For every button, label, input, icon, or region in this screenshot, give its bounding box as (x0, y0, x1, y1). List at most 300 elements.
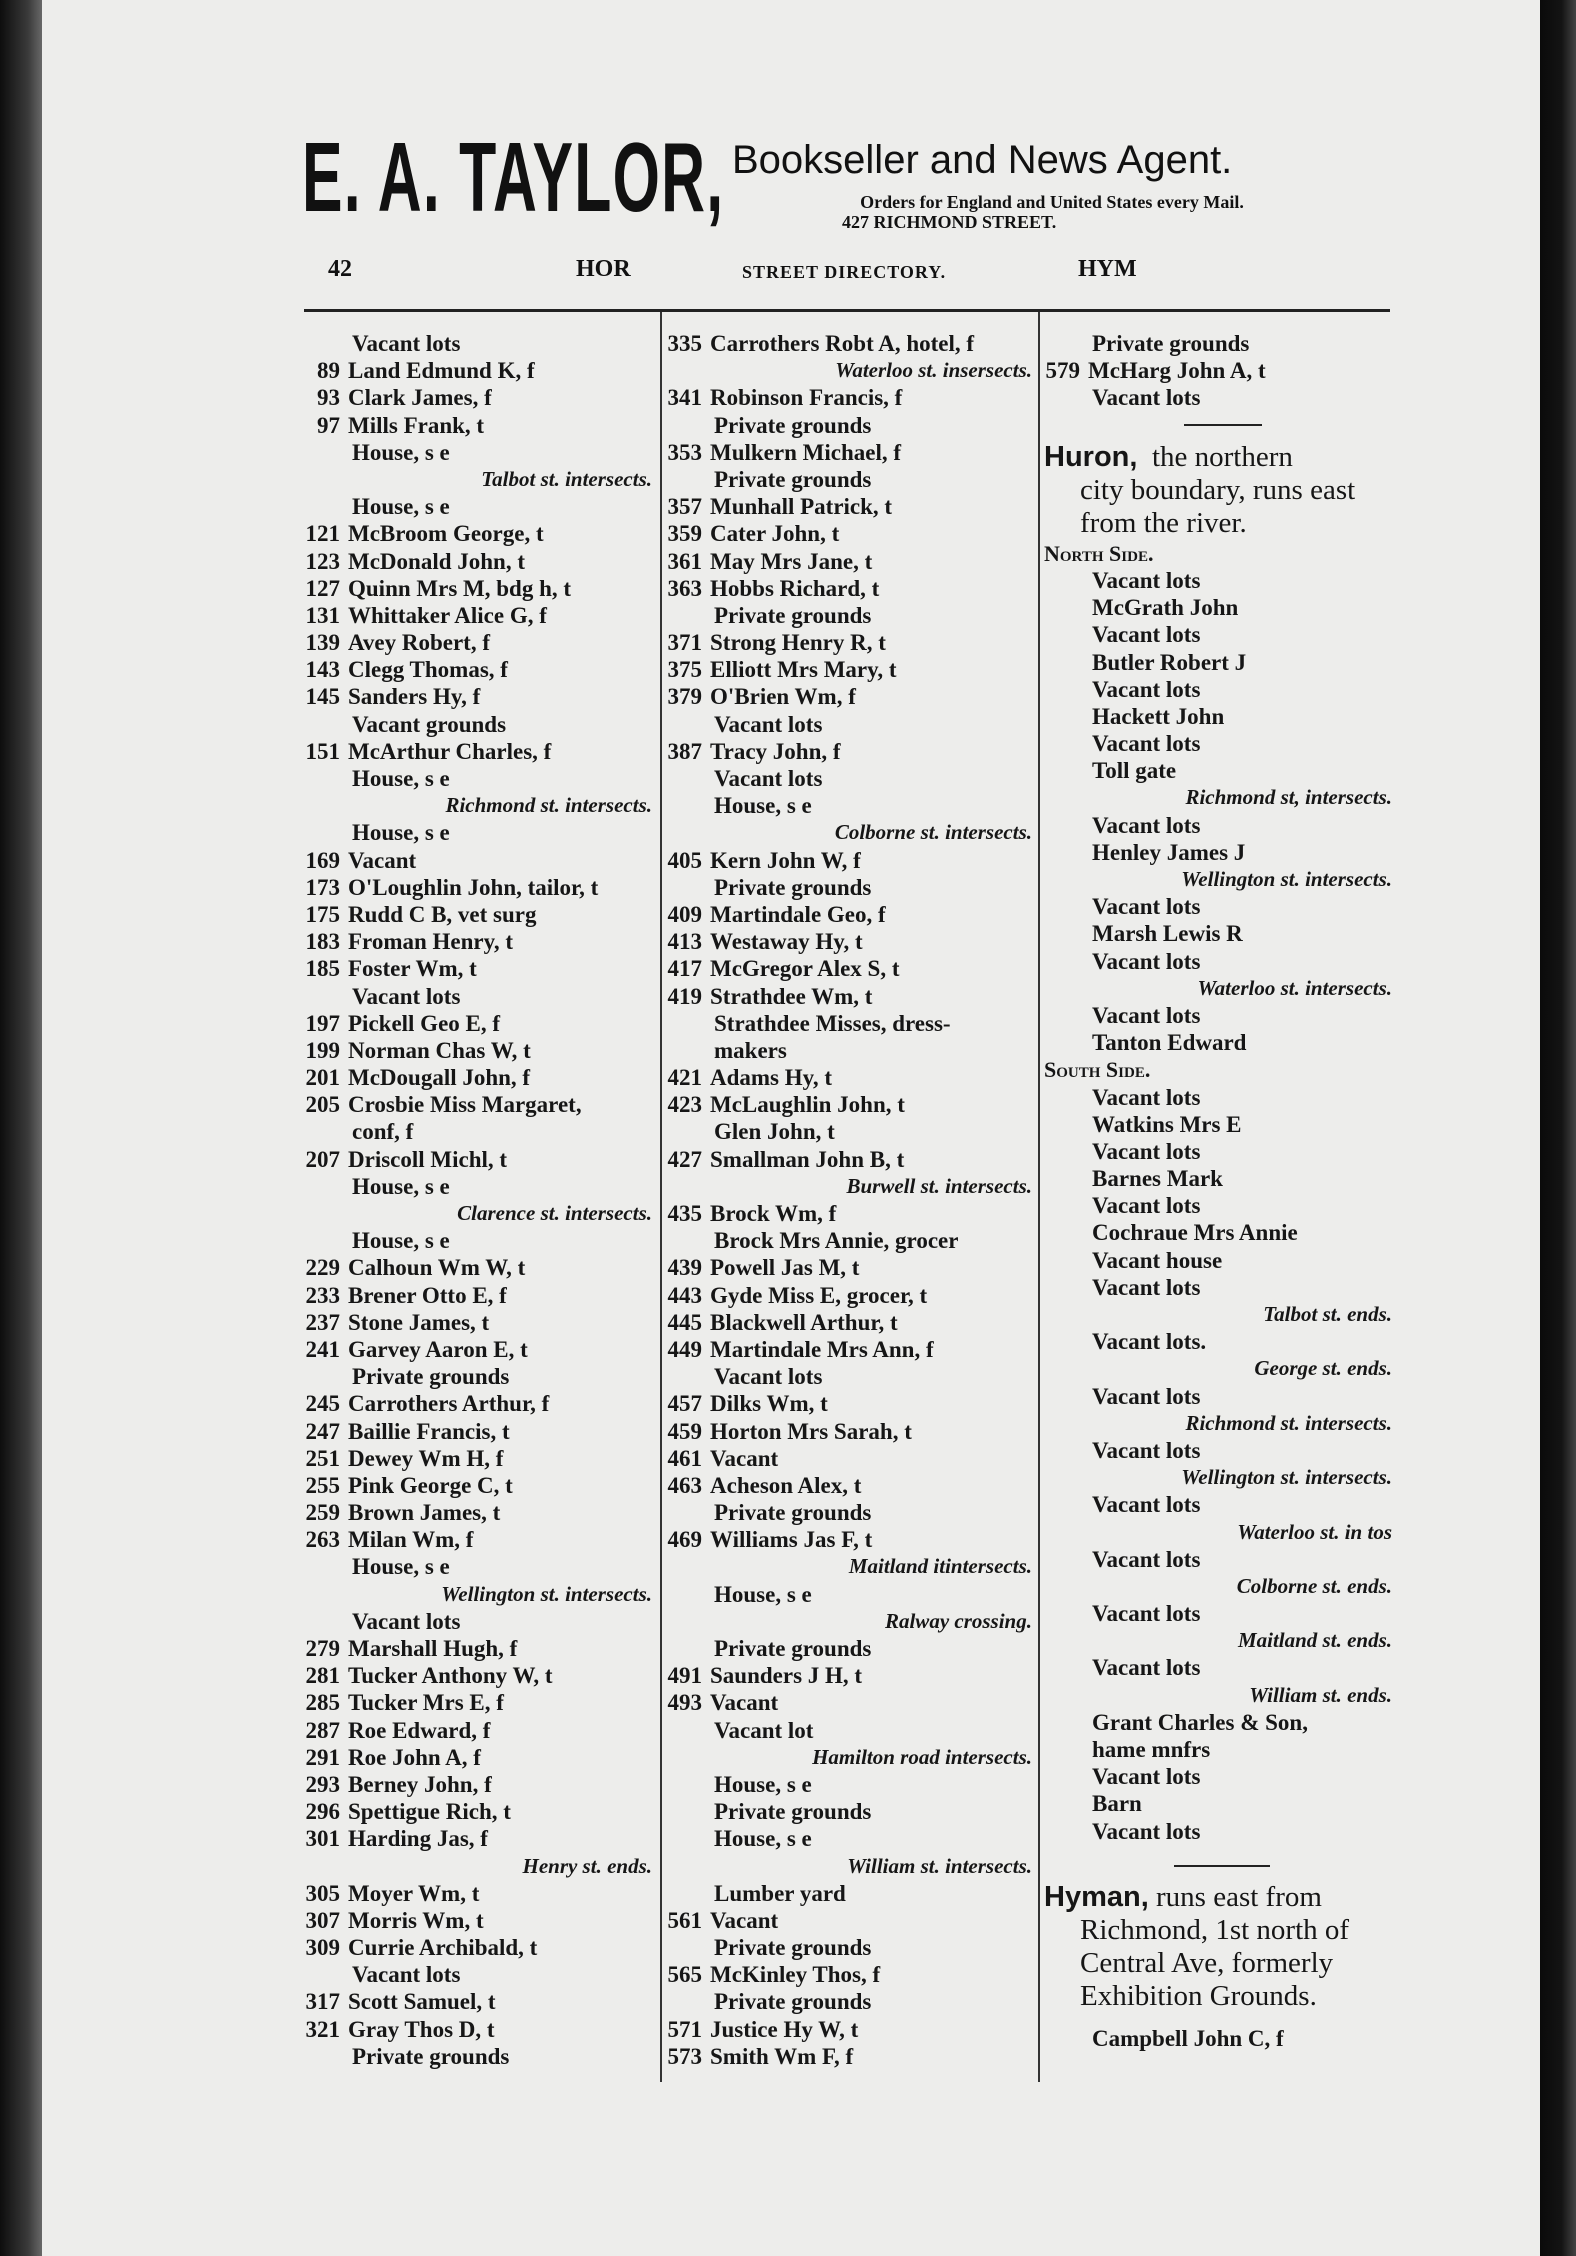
house-number: 251 (305, 1445, 340, 1471)
directory-entry (1044, 540, 1396, 567)
street-desc-first: runs east from (1156, 1880, 1322, 1913)
resident-name: Roe John A, f (348, 1744, 481, 1770)
resident-name: McGregor Alex S, t (710, 956, 900, 982)
house-number: 579 (1045, 358, 1080, 384)
directory-entry (666, 792, 1036, 819)
resident-name: Rudd C B, vet surg (348, 901, 537, 927)
directory-entry (304, 1581, 656, 1608)
resident-name: Vacant lots. (1092, 1329, 1207, 1355)
house-number: 419 (667, 983, 702, 1009)
column-3-mid (1044, 540, 1396, 1845)
directory-entry (666, 1771, 1036, 1798)
separator (1044, 412, 1396, 439)
resident-name: Clark James, f (348, 385, 492, 411)
resident-name: conf, f (352, 1119, 414, 1145)
cross-street-note: William st. ends. (1249, 1682, 1392, 1707)
directory-entry (1044, 1709, 1396, 1736)
directory-entry (1044, 1029, 1396, 1056)
directory-entry (304, 1907, 656, 1934)
house-number: 201 (305, 1065, 340, 1091)
side-heading: North Side. (1044, 540, 1154, 566)
directory-entry (1044, 703, 1396, 730)
directory-entry (304, 548, 656, 575)
house-number: 127 (305, 575, 340, 601)
resident-name: Vacant lots (352, 983, 461, 1009)
directory-entry (666, 1363, 1036, 1390)
house-number: 321 (305, 2016, 340, 2042)
directory-entry (666, 1526, 1036, 1553)
directory-entry (304, 330, 656, 357)
house-number: 263 (305, 1527, 340, 1553)
cross-street-note: Hamilton road intersects. (812, 1744, 1032, 1769)
cross-street-note: Maitland itintersects. (848, 1554, 1032, 1579)
resident-name: Dewey Wm H, f (348, 1445, 504, 1471)
house-number: 379 (667, 684, 702, 710)
resident-name: Grant Charles & Son, (1092, 1709, 1308, 1735)
resident-name: Tucker Anthony W, t (348, 1663, 553, 1689)
resident-name: Stone James, t (348, 1309, 490, 1335)
advert-name: E. A. TAYLOR, (302, 122, 725, 232)
resident-name: Vacant lots (1092, 1818, 1201, 1844)
cross-street-note: Henry st. ends. (522, 1853, 652, 1878)
resident-name: Morris Wm, t (348, 1907, 484, 1933)
directory-entry (1044, 1627, 1396, 1654)
directory-entry (1044, 784, 1396, 811)
directory-entry (304, 928, 656, 955)
advert-line-1: Orders for England and United States every Mail. (860, 192, 1244, 212)
resident-name: hame mnfrs (1092, 1737, 1211, 1762)
cross-street-note: William st. intersects. (847, 1853, 1032, 1878)
directory-entry (304, 1880, 656, 1907)
resident-name: House, s e (352, 1228, 450, 1254)
resident-name: Butler Robert J (1092, 649, 1247, 675)
separator (1044, 1845, 1396, 1881)
resident-name: Vacant lots (1092, 948, 1201, 974)
column-3-end (1044, 2025, 1396, 2052)
resident-name: Vacant (348, 847, 417, 873)
column-1 (304, 330, 656, 2070)
street-heading-huron (1044, 441, 1396, 540)
directory-entry (1044, 1301, 1396, 1328)
resident-name: Crosbie Miss Margaret, (348, 1092, 582, 1118)
house-number: 463 (667, 1472, 702, 1498)
resident-name: Private grounds (714, 412, 872, 438)
directory-entry (304, 983, 656, 1010)
advert-subtitle (722, 192, 1382, 232)
resident-name: Pink George C, t (348, 1472, 513, 1498)
directory-entry (666, 1689, 1036, 1716)
resident-name: Hackett John (1092, 703, 1225, 729)
resident-name: Private grounds (352, 1364, 510, 1390)
directory-entry (304, 1146, 656, 1173)
resident-name: Whittaker Alice G, f (348, 602, 547, 628)
resident-name: Barn (1092, 1791, 1142, 1817)
resident-name: Vacant (710, 1690, 779, 1716)
resident-name: O'Brien Wm, f (710, 684, 856, 710)
directory-entry (304, 1934, 656, 1961)
house-number: 493 (667, 1690, 702, 1716)
house-number: 335 (667, 331, 702, 356)
directory-entry (1044, 1002, 1396, 1029)
resident-name: House, s e (352, 766, 450, 791)
resident-name: House, s e (352, 494, 450, 520)
directory-entry (1044, 330, 1396, 357)
resident-name: House, s e (352, 1554, 450, 1580)
house-number: 439 (667, 1255, 702, 1281)
resident-name: Vacant lots (714, 766, 823, 791)
directory-entry (666, 711, 1036, 738)
directory-entry (666, 1581, 1036, 1608)
resident-name: Brock Mrs Annie, grocer (714, 1228, 959, 1254)
street-desc: Exhibition Grounds. (1080, 1979, 1317, 2012)
directory-entry (666, 1309, 1036, 1336)
cross-street-note: Richmond st. intersects. (445, 793, 652, 818)
directory-entry (1044, 649, 1396, 676)
resident-name: McDonald John, t (348, 548, 525, 574)
house-number: 353 (667, 439, 702, 465)
directory-entry (666, 466, 1036, 493)
directory-entry (304, 819, 656, 846)
house-number: 247 (305, 1418, 340, 1444)
cross-street-note: Talbot st. ends. (1263, 1302, 1392, 1326)
directory-entry (666, 1200, 1036, 1227)
cross-street-note: Richmond st, intersects. (1185, 785, 1392, 810)
street-desc: from the river. (1080, 506, 1247, 539)
house-number: 301 (305, 1826, 340, 1852)
house-number: 241 (305, 1336, 340, 1362)
resident-name: Baillie Francis, t (348, 1418, 510, 1444)
resident-name: Currie Archibald, t (348, 1935, 538, 1961)
column-divider (1038, 312, 1040, 2082)
directory-entry (666, 1037, 1036, 1064)
resident-name: House, s e (714, 1771, 812, 1797)
directory-entry (304, 1553, 656, 1580)
resident-name: Foster Wm, t (348, 956, 477, 982)
directory-entry (1044, 1763, 1396, 1790)
page-number: 42 (328, 256, 352, 282)
directory-entry (666, 1118, 1036, 1145)
house-number: 139 (305, 630, 340, 656)
cross-street-note: Colborne st. ends. (1236, 1573, 1392, 1598)
resident-name: Vacant lots (1092, 676, 1201, 702)
house-number: 307 (305, 1907, 340, 1933)
cross-street-note: Ralway crossing. (884, 1608, 1032, 1633)
directory-entry (304, 439, 656, 466)
resident-name: Moyer Wm, t (348, 1880, 480, 1906)
house-number: 443 (667, 1282, 702, 1308)
house-number: 183 (305, 929, 340, 955)
resident-name: Vacant lots (1092, 1084, 1201, 1110)
directory-entry (666, 1825, 1036, 1852)
directory-entry (304, 765, 656, 792)
directory-entry (1044, 1138, 1396, 1165)
resident-name: Mills Frank, t (348, 412, 485, 438)
house-number: 357 (667, 494, 702, 520)
cross-street-note: Wellington st. intersects. (1181, 1465, 1392, 1490)
resident-name: Vacant lots (1092, 1764, 1201, 1790)
resident-name: Sanders Hy, f (348, 684, 481, 710)
directory-entry (666, 1146, 1036, 1173)
directory-entry (1044, 1165, 1396, 1192)
directory-entry (304, 1418, 656, 1445)
directory-entry (666, 548, 1036, 575)
resident-name: Vacant lots (1092, 731, 1201, 757)
resident-name: House, s e (714, 1826, 812, 1852)
directory-entry (304, 357, 656, 384)
directory-entry (1044, 893, 1396, 920)
resident-name: Vacant lots (1092, 1274, 1201, 1300)
resident-name: Gyde Miss E, grocer, t (710, 1282, 928, 1308)
directory-entry (304, 1472, 656, 1499)
directory-entry (1044, 621, 1396, 648)
resident-name: Vacant lots (1092, 1546, 1201, 1572)
resident-name: Berney John, f (348, 1771, 492, 1797)
directory-entry (1044, 812, 1396, 839)
directory-entry (1044, 1056, 1396, 1083)
directory-entry (304, 738, 656, 765)
resident-name: Mulkern Michael, f (710, 439, 901, 465)
resident-name: Quinn Mrs M, bdg h, t (348, 575, 572, 601)
directory-entry (1044, 1410, 1396, 1437)
resident-name: Blackwell Arthur, t (710, 1309, 898, 1335)
directory-entry (304, 1526, 656, 1553)
directory-entry (1044, 2025, 1396, 2052)
house-number: 445 (667, 1309, 702, 1335)
resident-name: McGrath John (1092, 595, 1239, 621)
resident-name: Private grounds (714, 466, 872, 492)
directory-entry (666, 602, 1036, 629)
resident-name: Vacant lots (1092, 385, 1201, 411)
directory-entry (304, 1363, 656, 1390)
directory-entry (304, 792, 656, 819)
house-number: 207 (305, 1146, 340, 1172)
street-name: Huron, (1044, 440, 1138, 473)
directory-entry (1044, 1355, 1396, 1382)
resident-name: Driscoll Michl, t (348, 1146, 508, 1172)
directory-entry (1044, 1437, 1396, 1464)
house-number: 143 (305, 657, 340, 683)
directory-entry (304, 1798, 656, 1825)
resident-name: McKinley Thos, f (710, 1962, 881, 1988)
directory-entry (666, 357, 1036, 384)
house-number: 417 (667, 956, 702, 982)
directory-entry (1044, 1219, 1396, 1246)
directory-entry (666, 1390, 1036, 1417)
running-head (310, 256, 1390, 290)
directory-entry (1044, 384, 1396, 411)
directory-entry (1044, 1111, 1396, 1138)
house-number: 123 (305, 548, 340, 574)
directory-entry (304, 1499, 656, 1526)
house-number: 169 (305, 847, 340, 873)
resident-name: McLaughlin John, t (710, 1092, 905, 1118)
directory-entry (1044, 1247, 1396, 1274)
directory-entry (304, 1689, 656, 1716)
resident-name: Vacant lots (352, 331, 461, 356)
directory-entry (304, 1037, 656, 1064)
resident-name: Smallman John B, t (710, 1146, 905, 1172)
resident-name: Vacant lots (1092, 1437, 1201, 1463)
directory-entry (1044, 1274, 1396, 1301)
directory-entry (666, 1010, 1036, 1037)
directory-entry (304, 466, 656, 493)
directory-entry (666, 1717, 1036, 1744)
resident-name: McHarg John A, t (1088, 358, 1266, 384)
house-number: 371 (667, 630, 702, 656)
house-number: 237 (305, 1309, 340, 1335)
directory-entry (666, 1336, 1036, 1363)
house-number: 427 (667, 1146, 702, 1172)
resident-name: Marshall Hugh, f (348, 1636, 518, 1661)
resident-name: Powell Jas M, t (710, 1255, 860, 1281)
resident-name: House, s e (352, 820, 450, 846)
directory-entry (304, 874, 656, 901)
directory-entry (1044, 730, 1396, 757)
directory-entry (1044, 757, 1396, 784)
directory-entry (304, 901, 656, 928)
house-number: 173 (305, 874, 340, 900)
house-number: 359 (667, 521, 702, 547)
house-number: 409 (667, 901, 702, 927)
cross-street-note: Waterloo st. insersects. (835, 358, 1032, 383)
directory-entry (1044, 594, 1396, 621)
directory-entry (304, 1988, 656, 2015)
directory-entry (304, 1010, 656, 1037)
resident-name: McDougall John, f (348, 1065, 531, 1091)
directory-entry (304, 1309, 656, 1336)
house-number: 413 (667, 929, 702, 955)
resident-name: Tracy John, f (710, 738, 841, 764)
resident-name: Smith Wm F, f (710, 2043, 854, 2069)
house-number: 375 (667, 657, 702, 683)
directory-entry (666, 983, 1036, 1010)
directory-entry (666, 1662, 1036, 1689)
resident-name: Hobbs Richard, t (710, 575, 880, 601)
directory-entry (304, 1771, 656, 1798)
directory-entry (666, 629, 1036, 656)
directory-entry (1044, 1736, 1396, 1763)
resident-name: Vacant grounds (352, 711, 507, 737)
resident-name: Vacant lots (714, 1364, 823, 1390)
resident-name: Martindale Geo, f (710, 901, 886, 927)
directory-entry (666, 330, 1036, 357)
cross-street-note: Richmond st. intersects. (1185, 1410, 1392, 1435)
house-number: 565 (667, 1962, 702, 1988)
resident-name: Vacant lots (1092, 812, 1201, 838)
house-number: 423 (667, 1092, 702, 1118)
house-number: 459 (667, 1418, 702, 1444)
house-number: 197 (305, 1010, 340, 1036)
directory-entry (666, 1744, 1036, 1771)
directory-entry (666, 384, 1036, 411)
resident-name: McArthur Charles, f (348, 738, 552, 764)
resident-name: Saunders J H, t (710, 1663, 863, 1689)
directory-entry (666, 1064, 1036, 1091)
resident-name: Vacant lots (352, 1962, 461, 1988)
directory-entry (666, 819, 1036, 846)
directory-entry (666, 955, 1036, 982)
resident-name: Vacant lots (1092, 567, 1201, 593)
house-number: 175 (305, 901, 340, 927)
house-number: 233 (305, 1282, 340, 1308)
house-number: 121 (305, 521, 340, 547)
directory-entry (304, 602, 656, 629)
directory-entry (304, 1717, 656, 1744)
house-number: 93 (317, 385, 340, 411)
house-number: 245 (305, 1391, 340, 1417)
resident-name: May Mrs Jane, t (710, 548, 873, 574)
house-number: 361 (667, 548, 702, 574)
resident-name: Vacant house (1092, 1247, 1223, 1273)
house-number: 199 (305, 1037, 340, 1063)
resident-name: Carrothers Arthur, f (348, 1391, 550, 1417)
directory-entry (666, 412, 1036, 439)
directory-entry (304, 1282, 656, 1309)
directory-entry (304, 847, 656, 874)
house-number: 449 (667, 1336, 702, 1362)
directory-entry (304, 955, 656, 982)
house-number: 287 (305, 1717, 340, 1743)
cross-street-note: Talbot st. intersects. (481, 466, 652, 491)
house-number: 145 (305, 684, 340, 710)
street-heading-hyman (1044, 1881, 1396, 2013)
directory-entry (304, 493, 656, 520)
directory-entry (1044, 1084, 1396, 1111)
resident-name: Spettigue Rich, t (348, 1799, 511, 1825)
house-number: 421 (667, 1065, 702, 1091)
resident-name: Elliott Mrs Mary, t (710, 657, 897, 683)
resident-name: Henley James J (1092, 839, 1246, 865)
resident-name: Gray Thos D, t (348, 2016, 495, 2042)
house-number: 457 (667, 1391, 702, 1417)
directory-entry (304, 412, 656, 439)
directory-entry (666, 1499, 1036, 1526)
directory-entry (304, 1662, 656, 1689)
resident-name: Private grounds (1092, 331, 1250, 356)
directory-entry (304, 1254, 656, 1281)
advert-line-2: 427 RICHMOND STREET. (842, 212, 1057, 232)
directory-entry (666, 1254, 1036, 1281)
directory-entry (1044, 1818, 1396, 1845)
directory-entry (1044, 1464, 1396, 1491)
directory-entry (1044, 1546, 1396, 1573)
resident-name: Dilks Wm, t (710, 1391, 828, 1417)
cross-street-note: George st. ends. (1254, 1356, 1392, 1381)
directory-entry (304, 1853, 656, 1880)
resident-name: Brock Wm, f (710, 1201, 837, 1226)
resident-name: House, s e (352, 1173, 450, 1199)
side-heading: South Side. (1044, 1057, 1151, 1083)
resident-name: McBroom George, t (348, 521, 544, 547)
directory-entry (1044, 1790, 1396, 1817)
directory-entry (1044, 1600, 1396, 1627)
resident-name: Private grounds (714, 1636, 872, 1661)
column-divider (660, 312, 662, 2082)
directory-entry (666, 439, 1036, 466)
street-name: Hyman, (1044, 1880, 1149, 1913)
directory-entry (666, 1173, 1036, 1200)
resident-name: Vacant lot (714, 1717, 814, 1743)
running-head-right: HYM (1078, 256, 1137, 282)
house-number: 435 (667, 1201, 702, 1226)
running-head-title: STREET DIRECTORY. (742, 262, 947, 282)
directory-entry (304, 2043, 656, 2070)
house-number: 461 (667, 1445, 702, 1471)
resident-name: Strong Henry R, t (710, 630, 886, 656)
directory-entry (666, 928, 1036, 955)
directory-entry (666, 1635, 1036, 1662)
resident-name: Private grounds (714, 1799, 872, 1825)
